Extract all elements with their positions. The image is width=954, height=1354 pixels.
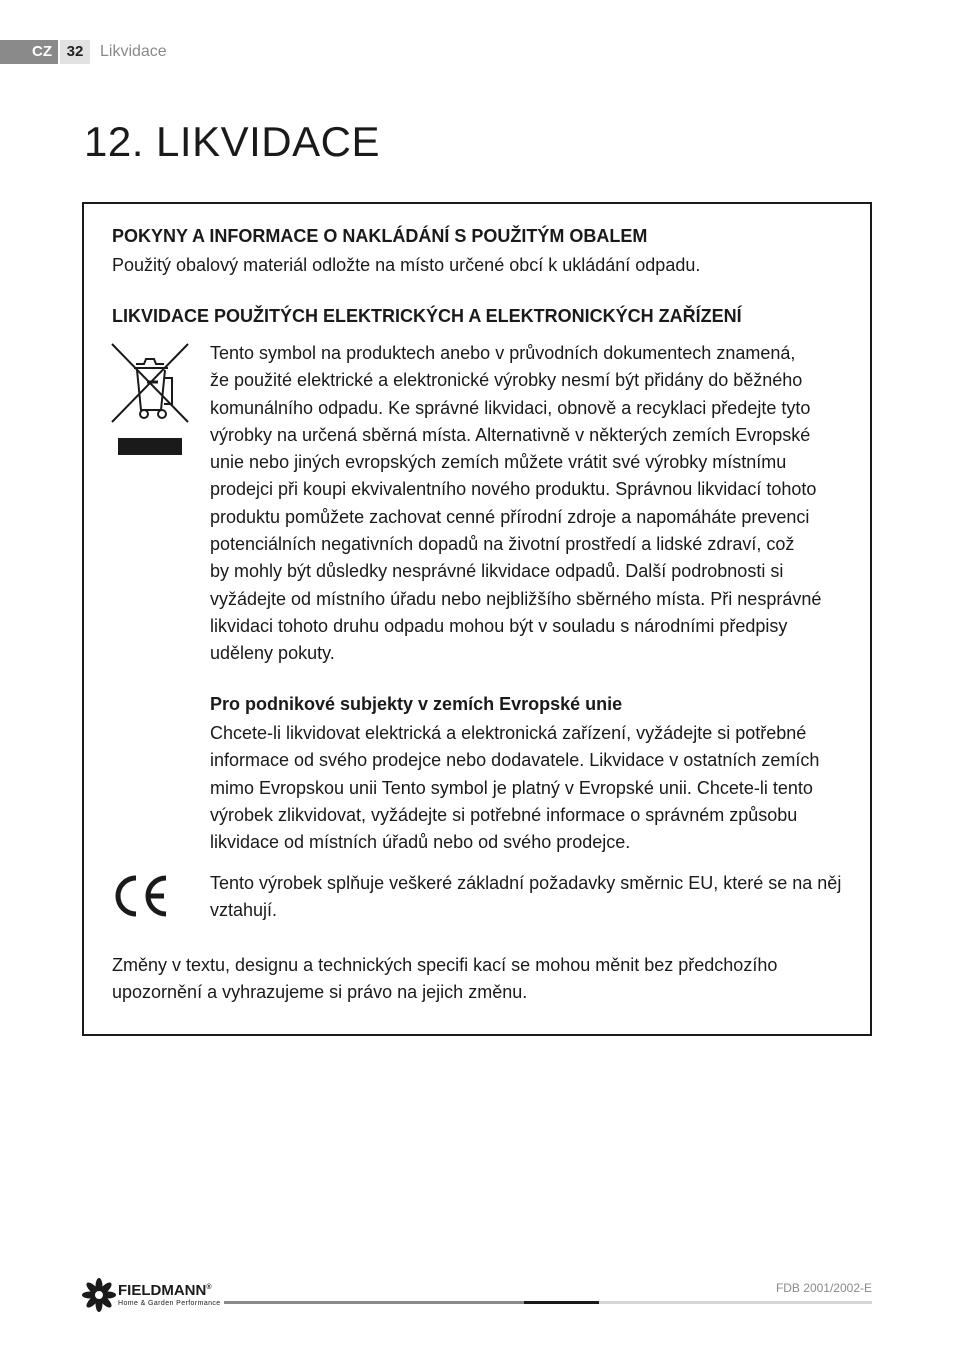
ce-mark-icon [110,872,172,920]
text-line: unie nebo jiných evropských zemích můžete vrátit své výrobky místnímu [210,452,787,473]
brand-tagline: Home & Garden Performance [118,1300,221,1307]
text-line: Tento výrobek splňuje veškeré základní požadavky směrnic EU, které se na něj [210,873,842,893]
eu-heading: Pro podnikové subjekty v zemích Evropské unie [210,694,623,714]
text-line: uděleny pokuty. [210,643,335,664]
weee-heading: LIKVIDACE POUŽITÝCH ELEKTRICKÝCH A ELEKTRONICKÝCH ZAŘÍZENÍ [112,306,742,326]
text-line: potenciálních negativních dopadů na životní prostředí a lidské zdraví, což [210,534,795,555]
ce-paragraph [210,870,860,925]
footer-rule-accent [524,1301,599,1304]
footer-rule [599,1301,872,1304]
text-line: likvidaci tohoto druhu odpadu mohou být v souladu s národními předpisy [210,615,788,636]
text-line: likvidace od místních úřadů nebo od svého prodejce. [210,832,631,853]
text-line: že použité elektrické a elektronické výrobky nesmí být přidány do běžného [210,370,803,391]
text-line: produktu pomůžete zachovat cenné přírodní zdroje a napomáháte prevenci [210,506,810,527]
text-line: vztahují. [210,900,278,921]
disposal-info-box [82,202,872,1036]
language-tab: CZ [0,40,58,64]
page-title: 12. LIKVIDACE [84,118,380,165]
text-line: informace od svého prodejce nebo dodavatele. Likvidace v ostatních zemích [210,750,820,771]
text-line: Tento symbol na produktech anebo v průvodních dokumentech znamená, [210,343,796,363]
text-line: Změny v textu, designu a technických specifi kací se mohou měnit bez předchozího [112,955,778,975]
weee-paragraph [210,340,850,668]
text-line: by mohly být důsledky nesprávné likvidace odpadů. Další podrobnosti si [210,561,784,582]
footer-rule [224,1301,524,1304]
text-line: prodejci při koupi ekvivalentního nového produktu. Správnou likvidací tohoto [210,479,817,500]
text-line: Chcete-li likvidovat elektrická a elektronická zařízení, vyžádejte si potřebné [210,723,807,743]
model-number: FDB 2001/2002-E [775,1281,872,1295]
section-label: Likvidace [100,43,167,60]
text-line: komunálního odpadu. Ke správné likvidaci, obnově a recyklaci předejte tyto [210,397,811,418]
fan-logo-icon [82,1278,116,1312]
text-line: výrobky na určená sběrná místa. Alternativně v některých zemích Evropské [210,424,811,445]
eu-paragraph [210,720,850,856]
text-line: mimo Evropskou unii Tento symbol je platný v Evropské unii. Chcete-li tento [210,777,813,798]
fieldmann-logo [82,1278,232,1314]
crossed-bin-icon [110,342,190,462]
text-line: vyžádejte od místního úřadu nebo nejbližšího sběrného místa. Při nesprávné [210,588,822,609]
text-line: upozornění a vyhrazujeme si právo na jejich změnu. [112,982,528,1003]
changes-paragraph [112,952,852,1007]
page-number: 32 [60,40,90,64]
packaging-text: Použitý obalový materiál odložte na místo určené obcí k ukládání odpadu. [112,255,701,275]
packaging-heading: POKYNY A INFORMACE O NAKLÁDÁNÍ S POUŽITÝM OBALEM [112,226,648,246]
brand-name: FIELDMANN® [118,1282,212,1299]
text-line: výrobek zlikvidovat, vyžádejte si potřebné informace o správném způsobu [210,804,798,825]
